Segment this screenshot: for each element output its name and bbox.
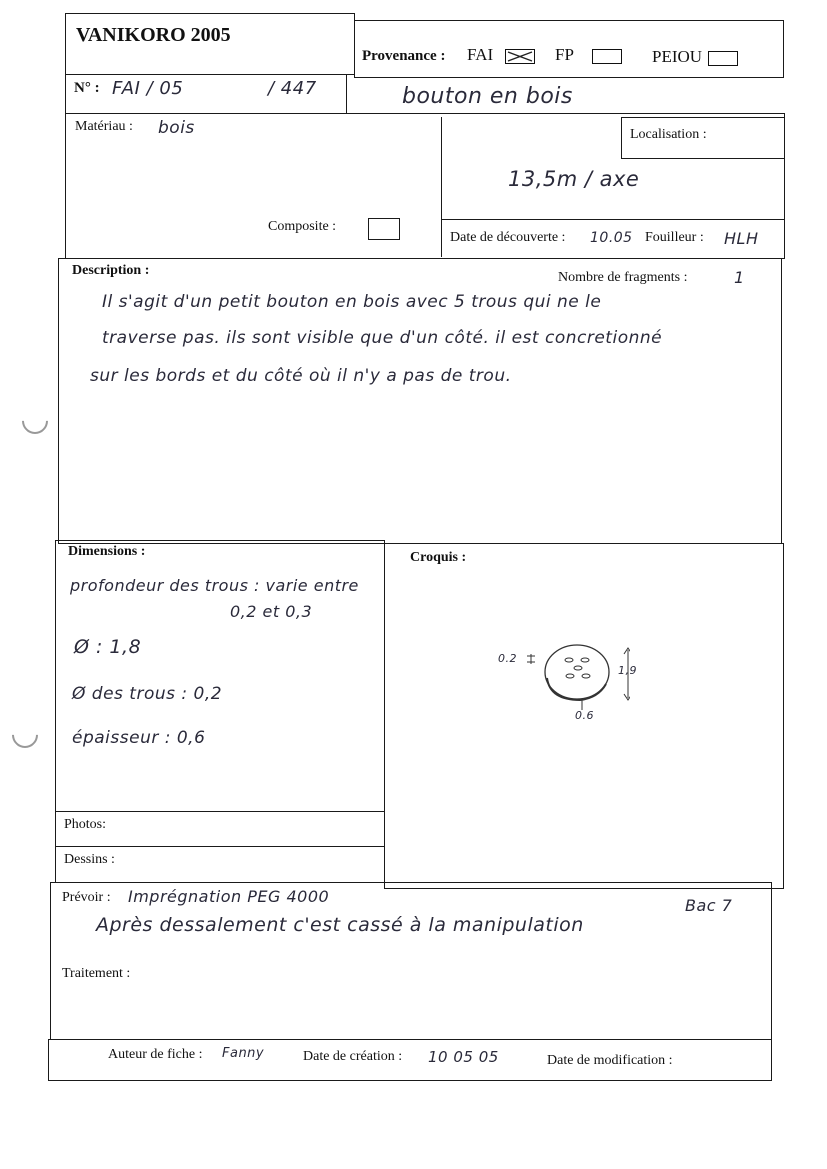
author-label: Auteur de fiche : (108, 1047, 203, 1062)
material-divider (441, 117, 442, 257)
description-line-3: sur les bords et du côté où il n'y a pas de trou. (90, 366, 512, 386)
fragments-label: Nombre de fragments : (558, 270, 688, 285)
photos-label: Photos: (64, 817, 107, 832)
dimensions-line-3: Ø : 1,8 (74, 636, 142, 658)
prevoir-value: Imprégnation PEG 4000 (128, 887, 330, 906)
composite-checkbox[interactable] (368, 218, 400, 240)
option-fp-label: FP (555, 45, 574, 64)
provenance-option-fp[interactable] (555, 45, 622, 65)
description-label: Description : (72, 263, 150, 278)
discovery-date-value: 10.05 (590, 230, 633, 246)
discovery-date-label: Date de découverte : (450, 230, 566, 245)
option-fai-checkbox[interactable] (505, 49, 535, 64)
checked-mark-icon (506, 50, 534, 63)
dimensions-line-2: 0,2 et 0,3 (230, 602, 313, 621)
sketch-right-measure: 1,9 (618, 664, 637, 677)
option-peiou-checkbox[interactable] (708, 51, 738, 66)
page-title: VANIKORO 2005 (76, 24, 231, 46)
option-fai-label: FAI (467, 45, 494, 64)
created-value: 10 05 05 (428, 1048, 499, 1066)
sketch-bottom-measure: 0.6 (575, 709, 594, 722)
description-line-2: traverse pas. ils sont visible que d'un côté. il est concretionné (102, 328, 663, 348)
punch-hole-mark-bottom (7, 717, 44, 754)
bac-label: Bac 7 (685, 896, 733, 915)
created-label: Date de création : (303, 1049, 403, 1064)
description-line-1: Il s'agit d'un petit bouton en bois avec 5 trous qui ne le (102, 292, 602, 312)
number-value: FAI / 05 (112, 78, 184, 99)
punch-hole-mark-top (17, 403, 54, 440)
object-name: bouton en bois (402, 84, 573, 109)
number-label: N° : (74, 80, 100, 96)
option-fp-checkbox[interactable] (592, 49, 622, 64)
provenance-option-peiou[interactable] (652, 47, 738, 67)
dessins-label: Dessins : (64, 852, 115, 867)
dimensions-line-4: Ø des trous : 0,2 (72, 684, 223, 704)
digger-value: HLH (724, 229, 759, 248)
provenance-label: Provenance : (362, 48, 446, 64)
traitement-label: Traitement : (62, 966, 131, 981)
croquis-label: Croquis : (410, 550, 467, 565)
prevoir-label: Prévoir : (62, 890, 111, 905)
prevoir-note: Après dessalement c'est cassé à la manipulation (96, 914, 584, 936)
author-value: Fanny (222, 1046, 265, 1061)
number-suffix: / 447 (268, 78, 317, 99)
sketch-left-measure: 0.2 (498, 652, 517, 665)
option-peiou-label: PEIOU (652, 47, 703, 66)
provenance-option-fai[interactable] (467, 45, 535, 65)
composite-label: Composite : (268, 219, 337, 234)
digger-label: Fouilleur : (645, 230, 704, 245)
dimensions-label: Dimensions : (68, 544, 146, 559)
discovery-row-top (441, 219, 785, 220)
fragments-value: 1 (734, 268, 745, 287)
material-label: Matériau : (75, 119, 133, 134)
localisation-value: 13,5m / axe (508, 167, 640, 191)
modified-label: Date de modification : (547, 1053, 673, 1068)
localisation-label: Localisation : (630, 127, 707, 142)
dimensions-line-1: profondeur des trous : varie entre (70, 576, 359, 595)
material-value: bois (158, 118, 195, 138)
dimensions-line-5: épaisseur : 0,6 (72, 728, 206, 748)
